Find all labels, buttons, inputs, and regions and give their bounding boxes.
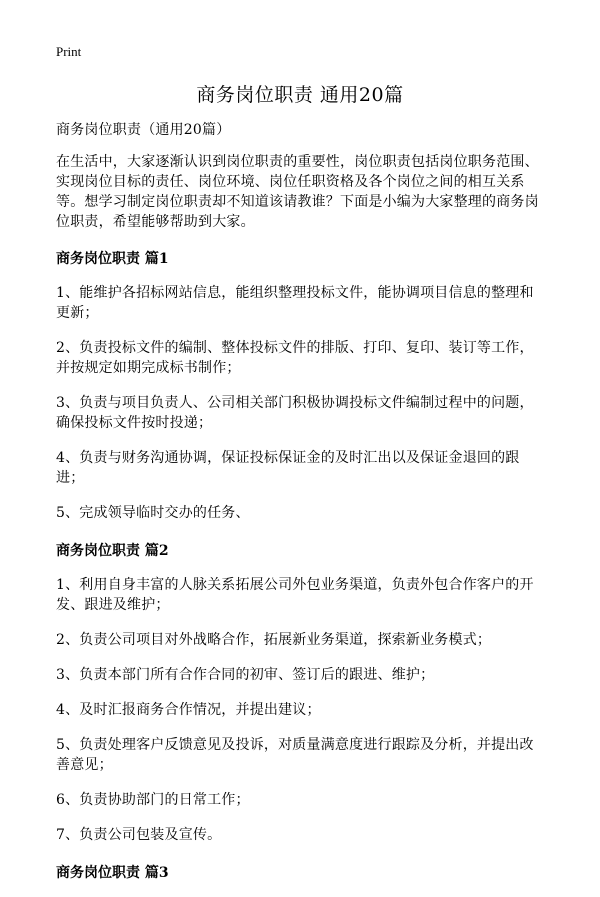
section-heading: 商务岗位职责 篇1 <box>56 251 169 267</box>
list-item: 6、负责协助部门的日常工作； <box>56 792 250 808</box>
document-body <box>56 120 544 897</box>
print-link[interactable]: Print <box>56 44 82 59</box>
section-3 <box>56 863 544 883</box>
list-item: 2、负责投标文件的编制、整体投标文件的排版、打印、复印、装订等工作，并按规定如期完成标书制作； <box>56 340 534 376</box>
list-item: 1、利用自身丰富的人脉关系拓展公司外包业务渠道，负责外包合作客户的开发、跟进及维护； <box>56 577 534 613</box>
section-2 <box>56 541 544 845</box>
intro-paragraph: 在生活中，大家逐渐认识到岗位职责的重要性，岗位职责包括岗位职务范围、实现岗位目标的责任、岗位环境、岗位任职资格及各个岗位之间的相互关系等。想学习制定岗位职责却不知道该请教谁？下面是小编为大家整理的商务岗位职责，希望能够帮助到大家。 <box>56 154 539 230</box>
list-item: 3、负责本部门所有合作合同的初审、签订后的跟进、维护； <box>56 667 435 683</box>
list-item: 1、能维护各招标网站信息，能组织整理投标文件，能协调项目信息的整理和更新； <box>56 285 534 321</box>
list-item: 7、负责公司包装及宣传。 <box>56 827 222 843</box>
section-1 <box>56 249 544 523</box>
section-heading: 商务岗位职责 篇3 <box>56 865 169 881</box>
list-item: 4、负责与财务沟通协调，保证投标保证金的及时汇出以及保证金退回的跟进； <box>56 450 520 486</box>
list-item: 4、及时汇报商务合作情况，并提出建议； <box>56 702 321 718</box>
list-item: 5、完成领导临时交办的任务、 <box>56 505 250 521</box>
section-heading: 商务岗位职责 篇2 <box>56 543 169 559</box>
document-subtitle: 商务岗位职责（通用20篇） <box>56 122 231 138</box>
list-item: 2、负责公司项目对外战略合作，拓展新业务渠道，探索新业务模式； <box>56 632 492 648</box>
list-item: 3、负责与项目负责人、公司相关部门积极协调投标文件编制过程中的问题，确保投标文件按时投递； <box>56 395 534 431</box>
list-item: 5、负责处理客户反馈意见及投诉，对质量满意度进行跟踪及分析，并提出改善意见； <box>56 737 534 773</box>
document-title: 商务岗位职责 通用20篇 <box>196 84 404 106</box>
